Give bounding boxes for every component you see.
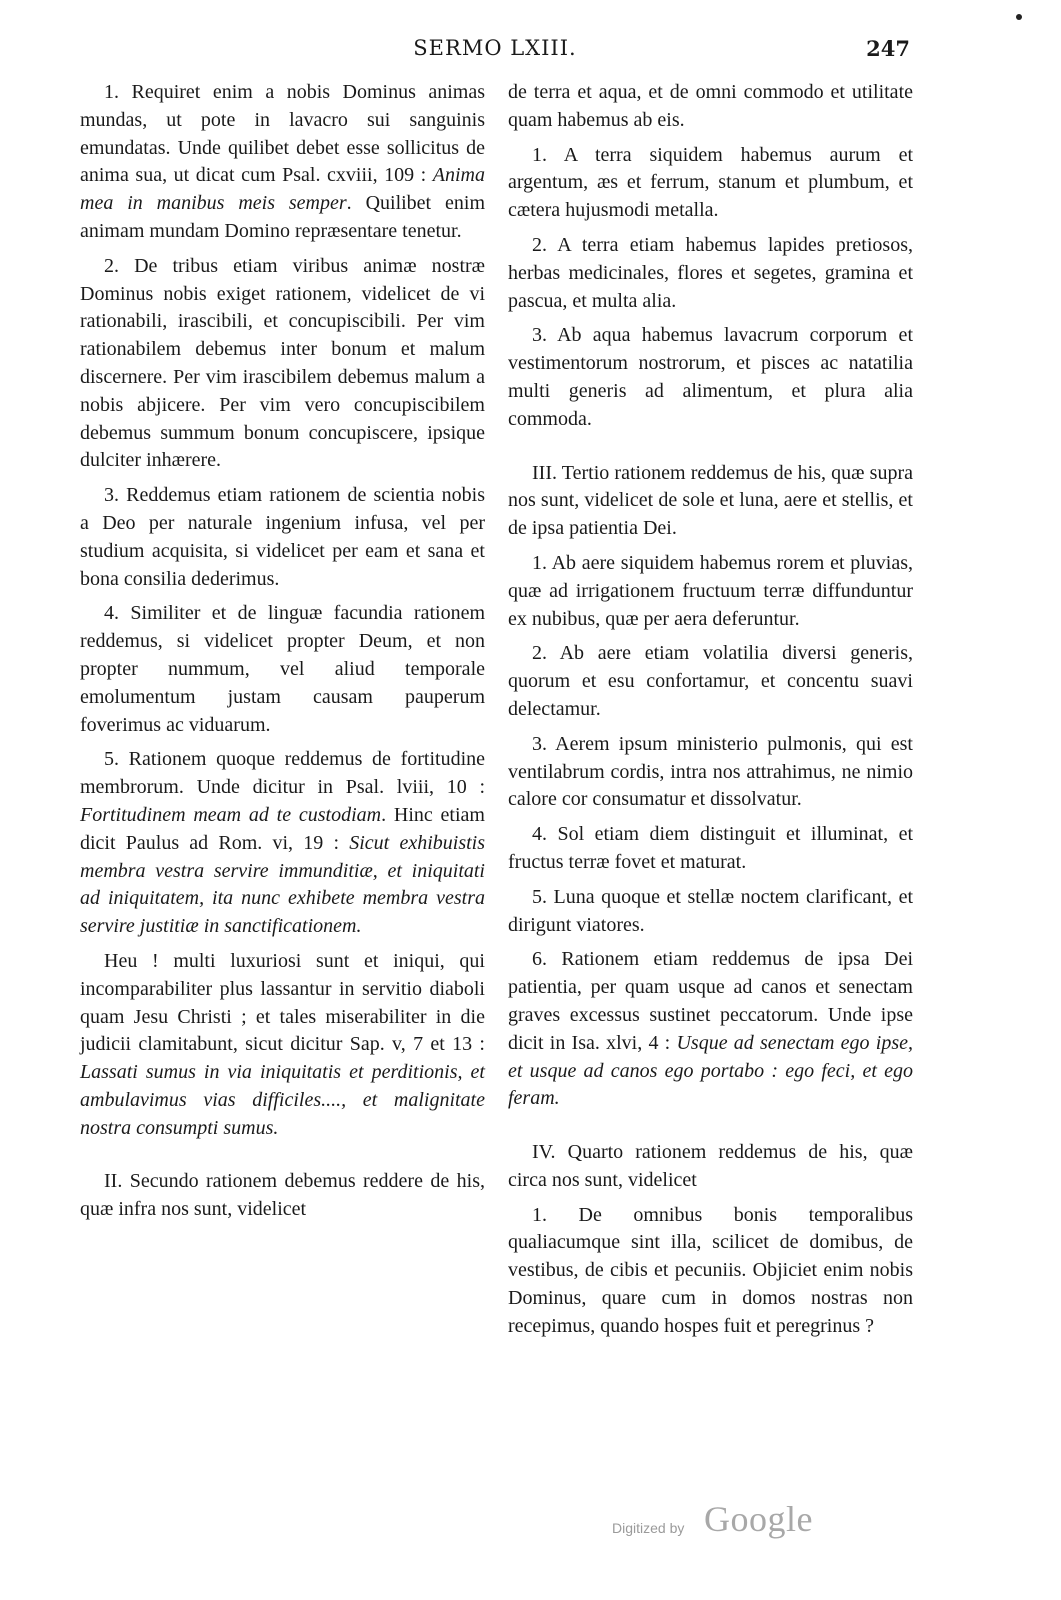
- paragraph-number: 6.: [532, 948, 547, 971]
- paragraph: [508, 142, 913, 225]
- paragraph-number: 1.: [532, 143, 547, 166]
- paragraph-text: Quarto rationem reddemus de his, quæ circa nos sunt, videlicet: [508, 1141, 913, 1191]
- paragraph-text: Requiret enim a nobis Dominus animas mundas, ut pote in lavacro sui sanguinis emundatas. Unde quilibet debet esse sollicitus de anima sua, ut dicat cum Psal. cxviii, 109 :: [80, 81, 485, 187]
- paragraph-number: 2.: [104, 254, 119, 277]
- paragraph: [80, 253, 485, 475]
- paragraph-text: Rationem etiam reddemus de ipsa Dei patientia, per quam usque ad canos et senectam graves excessus sustinet peccatorum. Unde ipse dicit in Isa. xlvi, 4 :: [508, 948, 914, 1054]
- paragraph-number: III.: [532, 461, 557, 484]
- running-title: SERMO LXIII.: [413, 36, 577, 60]
- digitized-by-google-watermark: [612, 1500, 832, 1550]
- paragraph-text: Luna quoque et stellæ noctem clarificant, et dirigunt viatores.: [508, 885, 913, 936]
- paragraph-number: 3.: [104, 484, 119, 507]
- paragraph-text: Similiter et de linguæ facundia rationem reddemus, si videlicet propter Deum, et non propter nummum, vel aliud temporale emolumentum justam causam pauperum foverimus ac viduarum.: [80, 602, 485, 736]
- paragraph-number: 3.: [532, 732, 547, 755]
- page-number: 247: [866, 36, 910, 61]
- page-header: [80, 36, 910, 66]
- paragraph-text: Ab aere etiam volatilia diversi generis, quorum et esu confortamur, et concentu suavi delectamur.: [508, 642, 913, 720]
- paragraph: [508, 884, 913, 940]
- paragraph: [508, 322, 913, 433]
- paragraph-text: Reddemus etiam rationem de scientia nobis a Deo per naturale ingenium infusa, vel per studium acquisita, si videlicet per eam et sana et bona consilia dederimus.: [80, 484, 485, 590]
- paragraph-text: Aerem ipsum ministerio pulmonis, qui est ventilabrum cordis, intra nos attrahimus, ne nimio calore cor consumatur et dissolvatur.: [508, 732, 913, 811]
- paragraph-text: . Quilibet enim animam mundam Domino repræsentare tenetur.: [80, 192, 485, 242]
- scripture-quote: Anima mea in manibus meis semper: [80, 164, 485, 215]
- paragraph: [80, 746, 485, 941]
- paragraph: [508, 946, 913, 1113]
- paragraph: [508, 232, 913, 315]
- paragraph: [80, 482, 485, 593]
- paragraph-text: . Hinc etiam dicit Paulus ad Rom. vi, 19 :: [80, 803, 485, 854]
- paragraph: [508, 821, 913, 877]
- paragraph-number: 5.: [104, 748, 119, 771]
- paragraph-number: 2.: [532, 233, 547, 256]
- paragraph: [508, 79, 913, 135]
- google-logo: Google: [704, 1499, 813, 1539]
- paragraph: [508, 640, 913, 723]
- paragraph-text: Heu ! multi luxuriosi sunt et iniqui, qui incomparabiliter plus lassantur in servitio diaboli quam Jesu Christi ; et tales miserabiliter in die judicii clamitabunt, sicut dicitur Sap. v, 7 et 13 :: [80, 949, 485, 1056]
- paragraph: [80, 79, 485, 246]
- paragraph-number: 2.: [532, 642, 547, 665]
- paragraph-text: Sol etiam diem distinguit et illuminat, et fructus terræ fovet et maturat.: [508, 823, 913, 873]
- paragraph-number: 1.: [532, 551, 547, 574]
- paragraph: [508, 1202, 913, 1341]
- paragraph: [508, 550, 913, 633]
- paragraph-text: De omnibus bonis temporalibus qualiacumque sint illa, scilicet de domibus, de vestibus, de cibis et pecuniis. Objiciet enim nobis Dominus, quare cum in domos nostras non recepimus, quando hospes fuit et peregrinus ?: [508, 1203, 914, 1337]
- paragraph-text: Ab aere siquidem habemus rorem et pluvias, quæ ad irrigationem fructuum terræ diffunduntur ex nubibus, quæ per aera deferuntur.: [508, 551, 913, 630]
- paragraph-number: II.: [104, 1170, 123, 1193]
- scripture-quote: Sicut exhibuistis membra vestra servire immunditiæ, et iniquitati ad iniquitatem, ita nunc exhibete membra vestra servire justitiæ in sanctificationem.: [80, 831, 485, 938]
- paragraph-text: Secundo rationem debemus reddere de his, quæ infra nos sunt, videlicet: [80, 1170, 485, 1221]
- paragraph: [80, 600, 485, 739]
- paragraph-text: Ab aqua habemus lavacrum corporum et vestimentorum nostrorum, et pisces ac natatilia multi generis ad alimentum, et plura alia commoda.: [508, 324, 913, 430]
- paragraph-text: De tribus etiam viribus animæ nostræ Dominus nobis exiget rationem, videlicet de vi rationabili, irascibili, et concupiscibili. Per vim rationabilem debemus inter bonum et malum discernere. Per vim irascibilem debemus malum a nobis abjicere. Per vim vero concupiscibilem debemus summum bonum concupiscere, ipsique dulciter inhærere.: [80, 254, 485, 472]
- paragraph-text: de terra et aqua, et de omni commodo et utilitate quam habemus ab eis.: [508, 81, 913, 131]
- paragraph-number: 1.: [104, 81, 119, 103]
- paragraph-number: 5.: [532, 885, 547, 908]
- paragraph-text: Tertio rationem reddemus de his, quæ supra nos sunt, videlicet de sole et luna, aere et stellis, et de ipsa patientia Dei.: [508, 461, 914, 540]
- paragraph-number: IV.: [532, 1141, 556, 1164]
- paragraph: [508, 1139, 913, 1195]
- paragraph: [80, 1168, 485, 1224]
- paragraph-number: 1.: [532, 1203, 547, 1226]
- paragraph-number: 4.: [104, 602, 119, 625]
- ink-dot: [1016, 14, 1022, 20]
- paragraph-text: A terra siquidem habemus aurum et argentum, æs et ferrum, stanum et plumbum, et cætera hujusmodi metalla.: [508, 143, 913, 222]
- paragraph: [80, 948, 485, 1143]
- paragraph-text: A terra etiam habemus lapides pretiosos, herbas medicinales, flores et segetes, gramina et pascua, et multa alia.: [508, 233, 913, 312]
- scripture-quote: Lassati sumus in via iniquitatis et perditionis, et ambulavimus vias difficiles...., et malignitate nostra consumpti sumus.: [80, 1061, 485, 1139]
- paragraph-number: 4.: [532, 823, 547, 846]
- paragraph: [508, 731, 913, 814]
- paragraph-text: Rationem quoque reddemus de fortitudine membrorum. Unde dicitur in Psal. lviii, 10 :: [80, 748, 486, 799]
- left-column: [80, 79, 485, 1231]
- digitized-label: Digitized by: [612, 1520, 685, 1536]
- scripture-quote: Fortitudinem meam ad te custodiam: [80, 803, 382, 826]
- scripture-quote: Usque ad senectam ego ipse, et usque ad canos ego portabo : ego feci, et ego feram.: [508, 1031, 913, 1110]
- paragraph-number: 3.: [532, 324, 547, 347]
- right-column: [508, 79, 913, 1348]
- paragraph: [508, 460, 913, 543]
